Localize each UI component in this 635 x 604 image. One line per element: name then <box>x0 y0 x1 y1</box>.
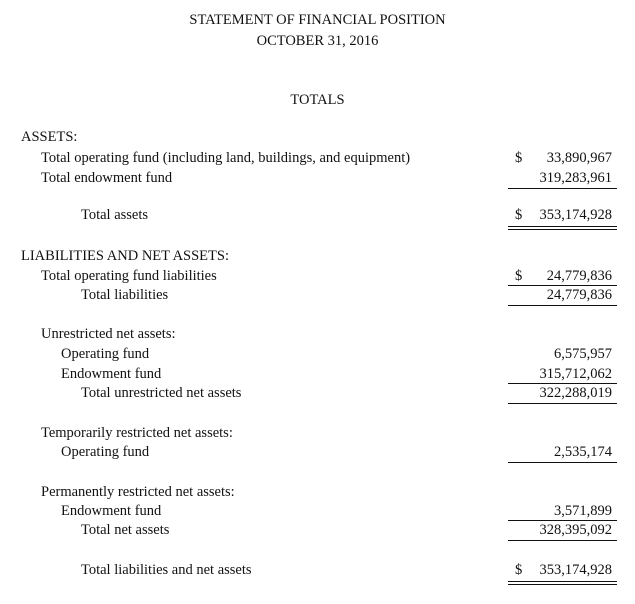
total-endowment-fund-label: Total endowment fund <box>41 170 173 186</box>
amount-value: 315,712,062 <box>539 366 612 382</box>
total-liabilities-label: Total liabilities <box>81 287 169 303</box>
total-assets-label: Total assets <box>81 207 149 223</box>
amount-value: 322,288,019 <box>539 385 612 401</box>
permanently-endowment-fund-label: Endowment fund <box>61 503 162 519</box>
total-net-assets-label: Total net assets <box>81 522 170 538</box>
temporarily-operating-fund-label: Operating fund <box>61 444 150 460</box>
assets-heading: ASSETS: <box>21 129 78 145</box>
amount-value: 24,779,836 <box>546 287 612 303</box>
liabilities-heading: LIABILITIES AND NET ASSETS: <box>21 248 229 264</box>
amount-value: 353,174,928 <box>539 207 612 223</box>
amount-value: 328,395,092 <box>539 522 612 538</box>
subtotal-rule <box>508 540 617 541</box>
total-operating-fund-label: Total operating fund (including land, buildings, and equipment) <box>41 150 411 166</box>
statement-title: STATEMENT OF FINANCIAL POSITION <box>189 12 446 28</box>
statement-date: OCTOBER 31, 2016 <box>256 33 379 49</box>
unrestricted-operating-fund-label: Operating fund <box>61 346 150 362</box>
unrestricted-endowment-fund-label: Endowment fund <box>61 366 162 382</box>
total-unrestricted-label: Total unrestricted net assets <box>81 385 242 401</box>
amount-value: 33,890,967 <box>546 150 612 166</box>
total-liabilities-and-net-assets-label: Total liabilities and net assets <box>81 562 252 578</box>
unrestricted-heading: Unrestricted net assets: <box>41 326 176 342</box>
temporarily-restricted-heading: Temporarily restricted net assets: <box>41 425 233 441</box>
dollar-sign: $ <box>515 562 523 578</box>
dollar-sign: $ <box>515 207 523 223</box>
amount-value: 24,779,836 <box>546 268 612 284</box>
dollar-sign: $ <box>515 150 523 166</box>
amount-value: 2,535,174 <box>554 444 612 460</box>
permanently-restricted-heading: Permanently restricted net assets: <box>41 484 235 500</box>
double-total-rule <box>508 581 617 585</box>
amount-value: 319,283,961 <box>539 170 612 186</box>
amount-value: 6,575,957 <box>554 346 612 362</box>
amount-value: 353,174,928 <box>539 562 612 578</box>
subtotal-rule <box>508 305 617 306</box>
double-total-rule <box>508 226 617 230</box>
total-operating-fund-liabilities-label: Total operating fund liabilities <box>41 268 217 284</box>
subtotal-rule <box>508 188 617 189</box>
amount-value: 3,571,899 <box>554 503 612 519</box>
dollar-sign: $ <box>515 268 523 284</box>
subtotal-rule <box>508 403 617 404</box>
column-header-totals: TOTALS <box>290 92 345 108</box>
subtotal-rule <box>508 462 617 463</box>
